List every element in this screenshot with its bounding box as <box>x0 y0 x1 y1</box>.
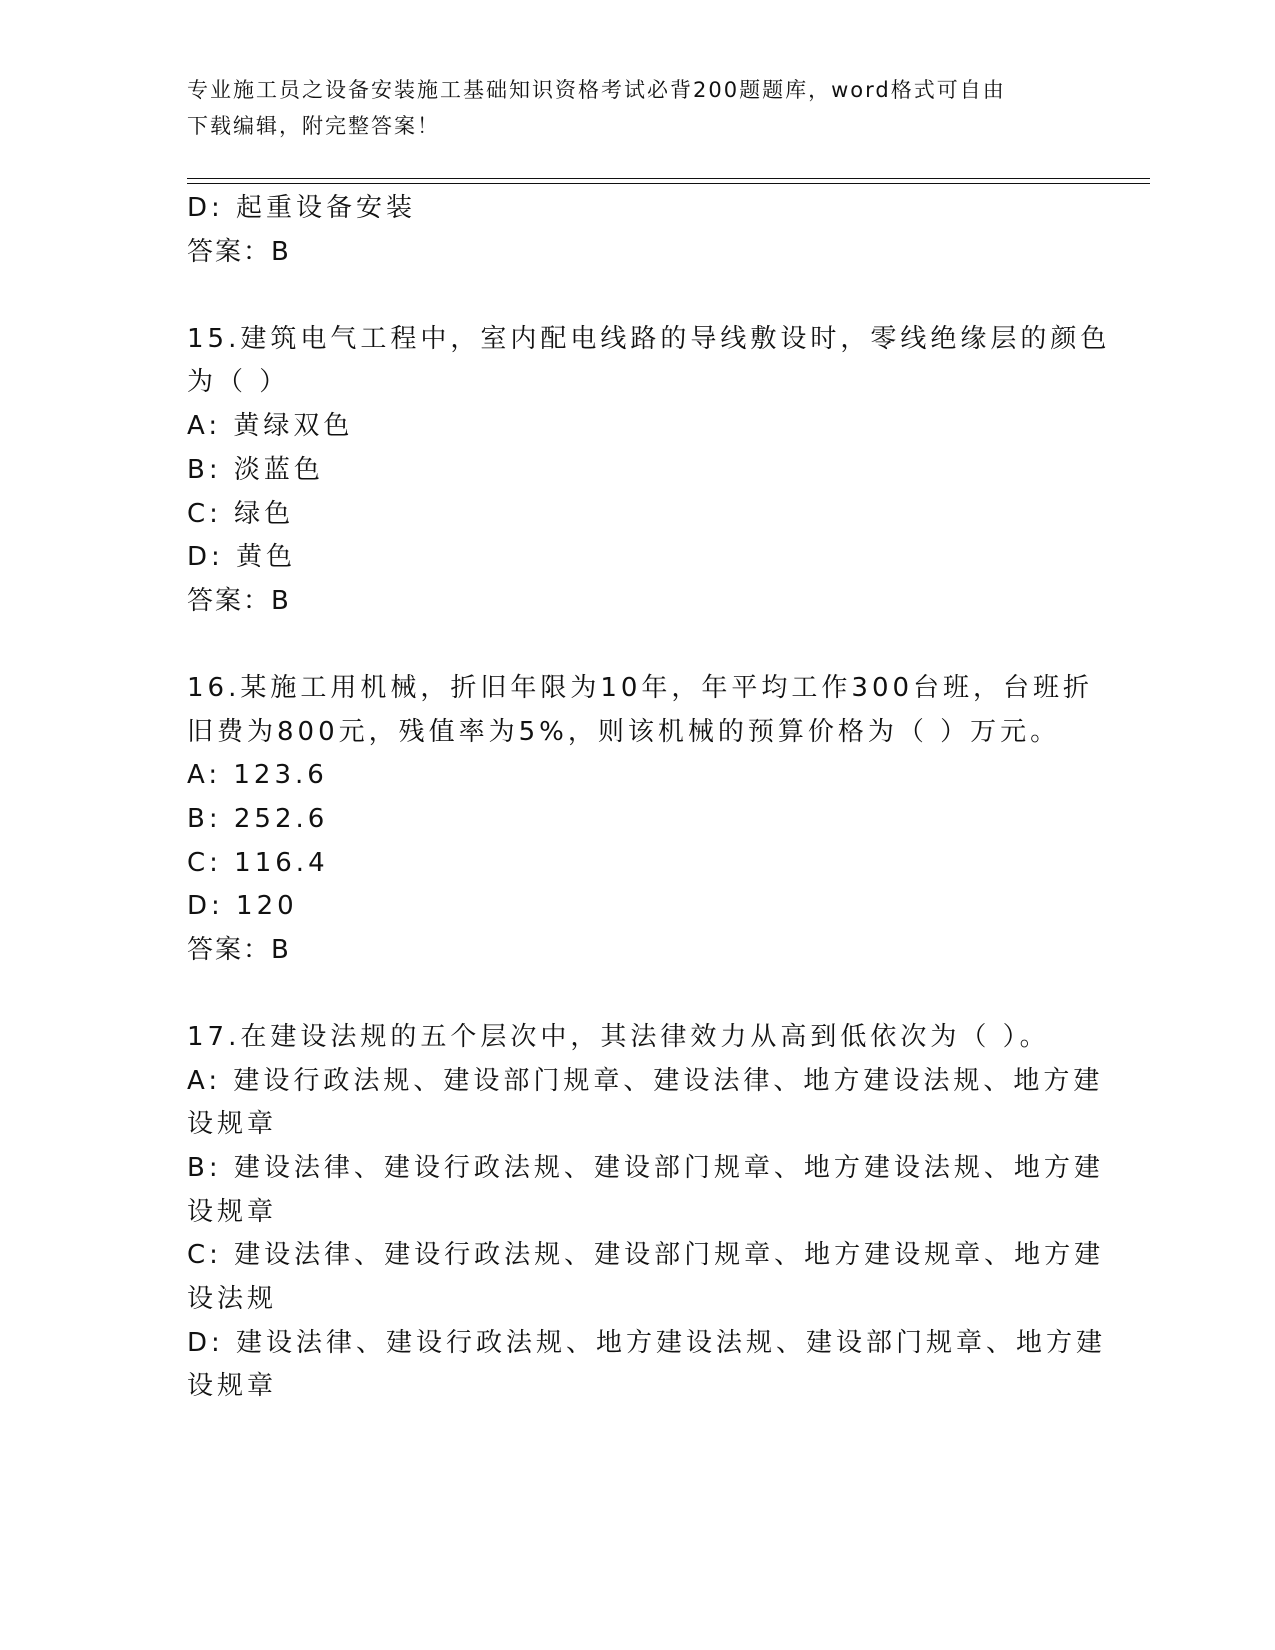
q16-option-d: D: 120 <box>187 891 298 921</box>
header-line-1: 专业施工员之设备安装施工基础知识资格考试必背200题题库，word格式可自由 <box>187 78 1006 102</box>
q16-stem-line-1: 16.某施工用机械，折旧年限为10年，年平均工作300台班，台班折 <box>187 673 1094 703</box>
q17-stem-line-1: 17.在建设法规的五个层次中，其法律效力从高到低依次为（ ）。 <box>187 1022 1050 1052</box>
q15-option-b: B: 淡蓝色 <box>187 455 324 485</box>
q16-option-c: C: 116.4 <box>187 848 329 878</box>
q16-answer: 答案：B <box>187 935 291 965</box>
q16-option-b: B: 252.6 <box>187 804 329 834</box>
q15-answer: 答案：B <box>187 586 291 616</box>
q16-option-a: A: 123.6 <box>187 760 328 790</box>
q15-stem-line-1: 15.建筑电气工程中，室内配电线路的导线敷设时，零线绝缘层的颜色 <box>187 324 1111 354</box>
q17-option-b-line-2: 设规章 <box>187 1197 278 1227</box>
header-line-2: 下载编辑，附完整答案！ <box>187 114 440 138</box>
prev-answer: 答案：B <box>187 237 291 267</box>
q15-option-d: D: 黄色 <box>187 542 297 572</box>
q17-option-d-line-1: D: 建设法律、建设行政法规、地方建设法规、建设部门规章、地方建 <box>187 1328 1107 1358</box>
q15-option-c: C: 绿色 <box>187 499 295 529</box>
q17-option-a-line-2: 设规章 <box>187 1109 278 1139</box>
q15-stem-line-2: 为（ ） <box>187 367 290 397</box>
q16-stem-line-2: 旧费为800元，残值率为5%，则该机械的预算价格为（ ）万元。 <box>187 717 1061 747</box>
q17-option-d-line-2: 设规章 <box>187 1371 278 1401</box>
q17-option-c-line-1: C: 建设法律、建设行政法规、建设部门规章、地方建设规章、地方建 <box>187 1240 1105 1270</box>
prev-option-d: D: 起重设备安装 <box>187 193 417 223</box>
header-rule-bottom <box>187 183 1150 184</box>
q17-option-a-line-1: A: 建设行政法规、建设部门规章、建设法律、地方建设法规、地方建 <box>187 1066 1104 1096</box>
q15-option-a: A: 黄绿双色 <box>187 411 354 441</box>
q17-option-c-line-2: 设法规 <box>187 1284 278 1314</box>
header-rule-top <box>187 178 1150 179</box>
q17-option-b-line-1: B: 建设法律、建设行政法规、建设部门规章、地方建设法规、地方建 <box>187 1153 1104 1183</box>
document-header <box>187 72 1067 144</box>
